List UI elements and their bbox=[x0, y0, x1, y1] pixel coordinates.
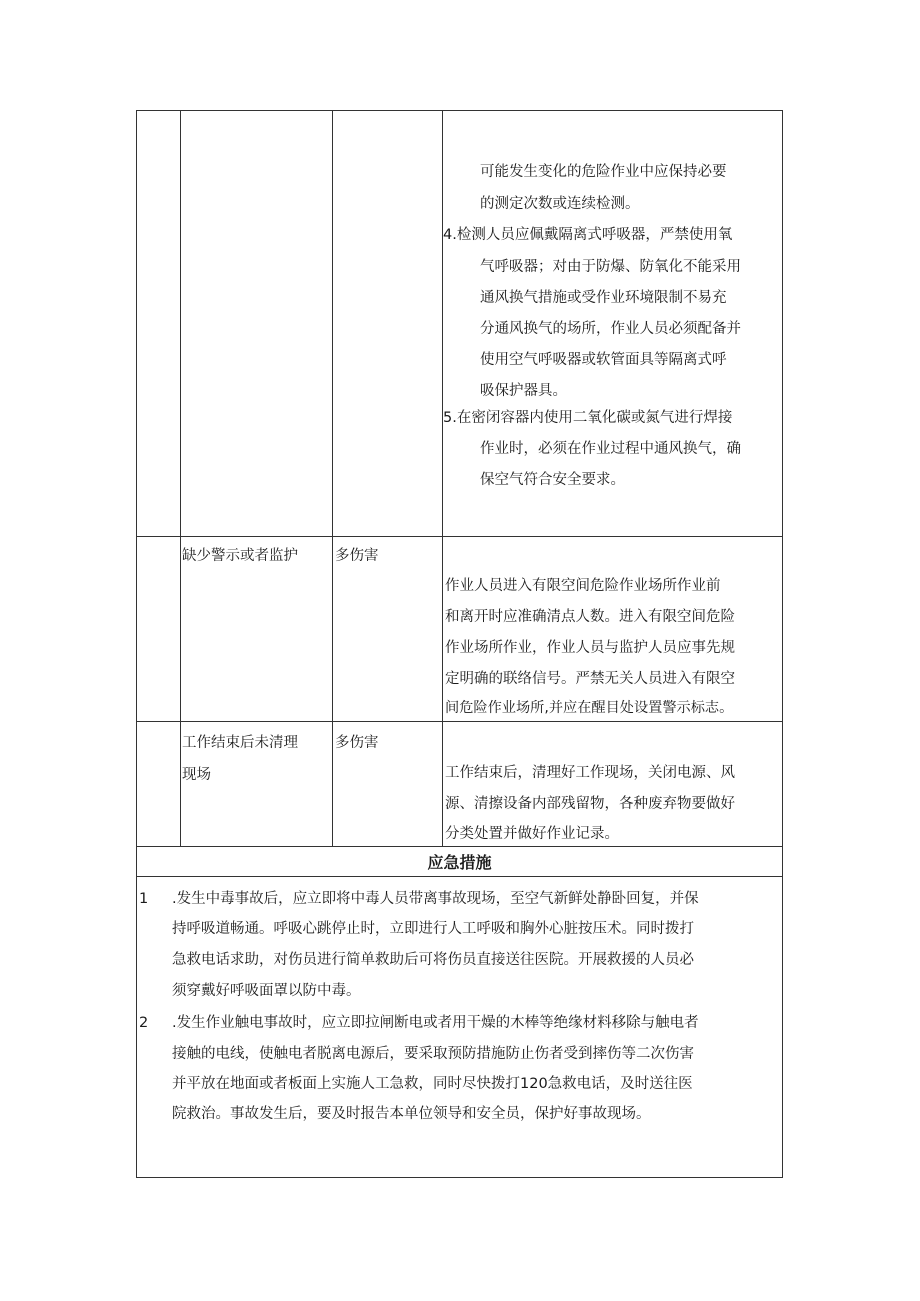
measure-line: 4.检测人员应佩戴隔离式呼吸器，严禁使用氧 bbox=[443, 227, 733, 243]
measure-line: 气呼吸器；对由于防爆、防氧化不能采用 bbox=[480, 259, 741, 275]
measure-line: 分通风换气的场所，作业人员必须配备并 bbox=[480, 321, 741, 337]
measure-line: 分类处置并做好作业记录。 bbox=[445, 826, 619, 842]
measure-line: 工作结束后，清理好工作现场，关闭电源、风 bbox=[445, 765, 735, 781]
item-line: 急救电话求助，对伤员进行简单救助后可将伤员直接送往医院。开展救援的人员必 bbox=[172, 952, 694, 968]
measure-line: 作业场所作业，作业人员与监护人员应事先规 bbox=[445, 640, 735, 656]
harm-cell: 多伤害 bbox=[335, 548, 379, 564]
hazard-cell: 工作结束后未清理 bbox=[182, 735, 298, 751]
measure-line: 作业时，必须在作业过程中通风换气，确 bbox=[480, 441, 741, 457]
measure-line: 使用空气呼吸器或软管面具等隔离式呼 bbox=[480, 352, 727, 368]
measure-line: 定明确的联络信号。严禁无关人员进入有限空 bbox=[445, 671, 735, 687]
measure-line: 吸保护器具。 bbox=[480, 383, 567, 399]
measure-line: 通风换气措施或受作业环境限制不易充 bbox=[480, 290, 727, 306]
row-divider-4 bbox=[136, 876, 783, 877]
column-divider-1 bbox=[180, 110, 181, 846]
measure-line: 的测定次数或连续检测。 bbox=[480, 196, 640, 212]
item-line: .发生中毒事故后，应立即将中毒人员带离事故现场，至空气新鲜处静卧回复，并保 bbox=[172, 891, 699, 907]
hazard-cell: 现场 bbox=[182, 767, 211, 783]
item-line: 持呼吸道畅通。呼吸心跳停止时，立即进行人工呼吸和胸外心脏按压术。同时拨打 bbox=[172, 921, 694, 937]
column-divider-2 bbox=[332, 110, 333, 846]
measure-line: 源、清擦设备内部残留物，各种废弃物要做好 bbox=[445, 796, 735, 812]
item-line: 并平放在地面或者板面上实施人工急救，同时尽快拨打120急救电话，及时送往医 bbox=[172, 1076, 693, 1092]
item-number: 2 bbox=[139, 1015, 149, 1031]
hazard-cell: 缺少警示或者监护 bbox=[182, 548, 298, 564]
emergency-title: 应急措施 bbox=[427, 853, 492, 872]
item-line: 院救治。事故发生后，要及时报告本单位领导和安全员，保护好事故现场。 bbox=[172, 1106, 651, 1122]
item-line: 须穿戴好呼吸面罩以防中毒。 bbox=[172, 983, 361, 999]
item-line: .发生作业触电事故时，应立即拉闸断电或者用干燥的木棒等绝缘材料移除与触电者 bbox=[172, 1015, 699, 1031]
item-number: 1 bbox=[139, 891, 149, 907]
harm-cell: 多伤害 bbox=[335, 735, 379, 751]
measure-line: 可能发生变化的危险作业中应保持必要 bbox=[480, 164, 727, 180]
measure-line: 5.在密闭容器内使用二氧化碳或氮气进行焊接 bbox=[443, 410, 733, 426]
row-divider-1 bbox=[136, 536, 783, 537]
measure-line: 作业人员进入有限空间危险作业场所作业前 bbox=[445, 578, 721, 594]
item-line: 接触的电线，使触电者脱离电源后，要采取预防措施防止伤者受到摔伤等二次伤害 bbox=[172, 1046, 694, 1062]
measure-line: 和离开时应准确清点人数。进入有限空间危险 bbox=[445, 609, 735, 625]
measure-line: 保空气符合安全要求。 bbox=[480, 472, 625, 488]
measure-line: 间危险作业场所,并应在醒目处设置警示标志。 bbox=[445, 700, 734, 716]
